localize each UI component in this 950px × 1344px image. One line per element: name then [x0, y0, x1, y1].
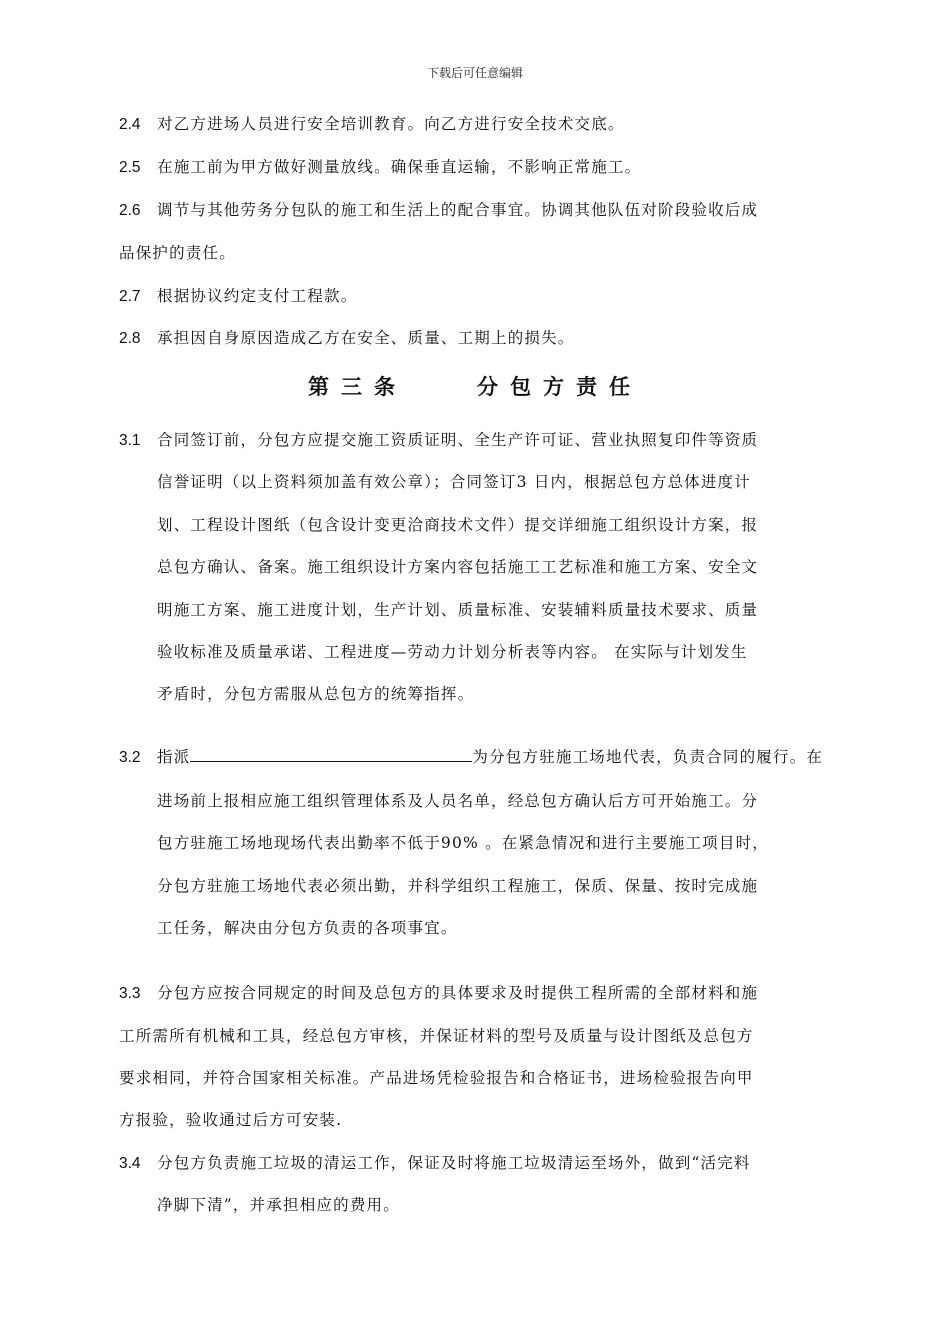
representative-blank[interactable] — [190, 745, 472, 762]
clause-2-6 — [119, 198, 839, 220]
clause-number: 3.2 — [119, 749, 141, 766]
clause-3-1-line: 总包方确认、备案。施工组织设计方案内容包括施工工艺标准和施工方案、安全文 — [157, 558, 759, 576]
clause-text: 承担因自身原因造成乙方在安全、质量、工期上的损失。 — [157, 329, 575, 347]
clause-text: 合同签订前，分包方应提交施工资质证明、全生产许可证、营业执照复印件等资质 — [157, 431, 759, 449]
clause-3-1-line: 明施工方案、施工进度计划，生产计划、质量标准、安装辅料质量技术要求、质量 — [157, 601, 759, 619]
clause-text-prefix: 指派 — [157, 748, 191, 766]
section-heading — [0, 371, 950, 401]
clause-number: 2.8 — [119, 330, 141, 347]
clause-number: 3.1 — [119, 432, 141, 449]
clause-3-3 — [119, 981, 839, 1003]
clause-2-4 — [119, 112, 839, 134]
clause-text: 根据协议约定支付工程款。 — [157, 287, 358, 305]
clause-3-4-line: 净脚下清”，并承担相应的费用。 — [157, 1196, 400, 1214]
clause-number: 2.6 — [119, 202, 141, 219]
clause-3-2-line: 工任务，解决由分包方负责的各项事宜。 — [157, 919, 458, 937]
clause-3-1-line: 验收标准及质量承诺、工程进度—劳动力计划分析表等内容。 在实际与计划发生 — [157, 643, 748, 661]
clause-3-1-line: 信誉证明（以上资料须加盖有效公章）；合同签订3 日内，根据总包方总体进度计 — [157, 473, 751, 491]
clause-3-1-line: 划、工程设计图纸（包含设计变更洽商技术文件）提交详细施工组织设计方案，报 — [157, 516, 759, 534]
clause-2-8 — [119, 326, 839, 348]
clause-number: 2.5 — [119, 159, 141, 176]
clause-number: 3.3 — [119, 985, 141, 1002]
clause-3-4 — [119, 1151, 839, 1173]
clause-text: 为分包方驻施工场地代表，负责合同的履行。在 — [472, 748, 824, 766]
section-title: 分包方责任 — [477, 374, 642, 399]
clause-text: 对乙方进场人员进行安全培训教育。向乙方进行安全技术交底。 — [157, 115, 625, 133]
clause-3-2-line: 包方驻施工场地现场代表出勤率不低于90% 。在紧急情况和进行主要施工项目时， — [157, 834, 769, 852]
clause-number: 2.7 — [119, 288, 141, 305]
clause-3-2-line: 分包方驻施工场地代表必须出勤，并科学组织工程施工，保质、保量、按时完成施 — [157, 877, 759, 895]
clause-3-1 — [119, 428, 839, 450]
clause-3-3-line: 工所需所有机械和工具，经总包方审核，并保证材料的型号及质量与设计图纸及总包方 — [119, 1027, 754, 1045]
clause-3-3-line: 要求相同，并符合国家相关标准。产品进场凭检验报告和合格证书，进场检验报告向甲 — [119, 1069, 754, 1087]
clause-number: 2.4 — [119, 116, 141, 133]
clause-text: 分包方负责施工垃圾的清运工作，保证及时将施工垃圾清运至场外，做到“活完料 — [157, 1154, 751, 1172]
clause-text: 调节与其他劳务分包队的施工和生活上的配合事宜。协调其他队伍对阶段验收后成 — [157, 201, 759, 219]
page-header: 下载后可任意编辑 — [426, 66, 523, 80]
clause-number: 3.4 — [119, 1155, 141, 1172]
clause-3-3-line: 方报验，验收通过后方可安装. — [119, 1111, 343, 1129]
clause-2-6-cont: 品保护的责任。 — [119, 244, 236, 262]
clause-text: 分包方应按合同规定的时间及总包方的具体要求及时提供工程所需的全部材料和施 — [157, 984, 759, 1002]
clause-text: 在施工前为甲方做好测量放线。确保垂直运输，不影响正常施工。 — [157, 158, 642, 176]
clause-3-1-line: 矛盾时，分包方需服从总包方的统筹指挥。 — [157, 685, 475, 703]
clause-2-5 — [119, 155, 839, 177]
section-number: 第三条 — [308, 374, 407, 399]
clause-3-2 — [119, 745, 839, 767]
clause-3-2-line: 进场前上报相应施工组织管理体系及人员名单，经总包方确认后方可开始施工。分 — [157, 792, 759, 810]
clause-2-7 — [119, 284, 839, 306]
